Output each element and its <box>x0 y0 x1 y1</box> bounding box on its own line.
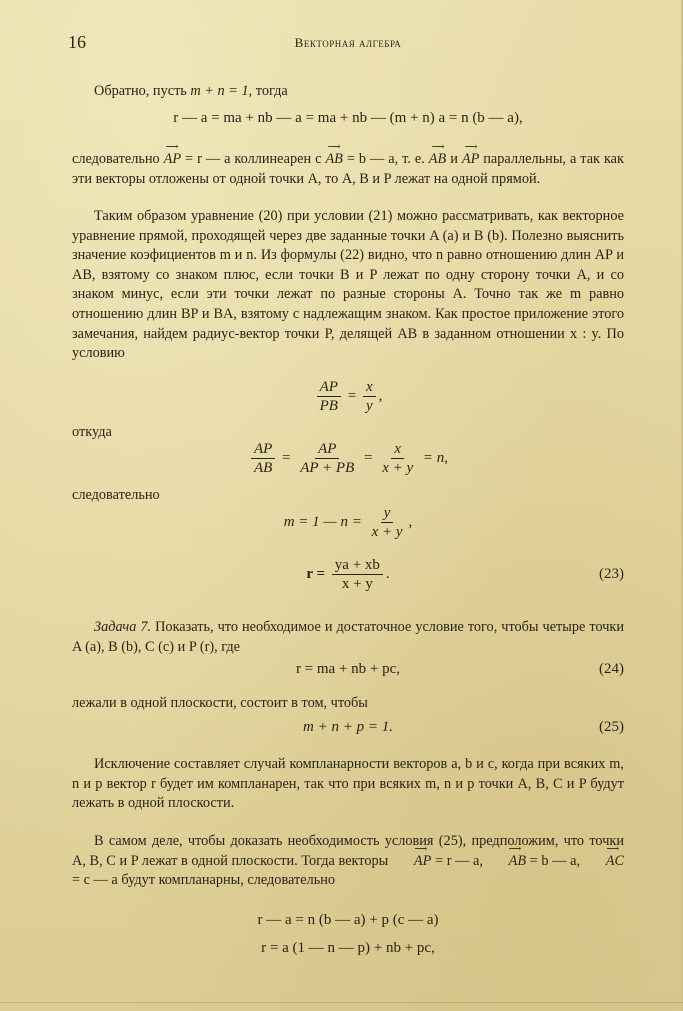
word-otkuda: откуда <box>72 424 112 440</box>
running-title: Векторная алгебра <box>294 35 402 50</box>
equation-ratio: $\frac{AP}{PB}$ = $\frac{x}{y}$ , <box>72 378 624 415</box>
vector-ab: ⟶ AB <box>487 852 526 872</box>
paragraph-4: лежали в одной плоскости, состоит в том, чтобы <box>72 695 368 711</box>
equation-1: r — a = ma + nb — a = ma + nb — (m + n) a = n (b — a), <box>173 110 523 126</box>
equation-24: r = ma + nb + pc, (24) <box>295 661 624 677</box>
paragraph-1: Обратно, пусть m + n = 1, тогда <box>94 83 288 99</box>
vector-ap: ⟶ AP <box>462 150 479 170</box>
vector-ap: ⟶ AP <box>392 852 431 872</box>
paragraph-3: Таким образом уравнение (20) при условии (21) можно рассматривать, как векторное уравнение прямой, проходящей через две заданные точки A (a) и B (b). Полезно выяснить значение коэфициентов m и n. Из формулы (22) видно, что n равно отношению длин AP и AB, взятому со знаком плюс, если точки B и P лежат по одну сторону точки A, и со знаком минус, если эти точки лежат по разные стороны A. Точно так же m равно отношению длин BP и BA, взятому с надлежащим знаком. Как простое приложение этого замечания, найдем радиус-вектор точки P, делящей AB в заданном отношении x : y. По условию <box>72 208 624 362</box>
page-header <box>68 32 628 52</box>
paragraph-6: В самом деле, чтобы доказать необходимость условия (25), предположим, что точки A, B, C и P лежат в одной плоскости. Тогда векторы ⟶ AP = r — a, ⟶ AB = b — a, ⟶ AC = c — a будут компланарны, следовательно <box>72 832 624 891</box>
equation-number: (23) <box>599 566 624 582</box>
equation-23: r = $\frac{ya + xb}{x + y}$ . (23) <box>306 557 624 592</box>
equation-m: m = 1 — n = $\frac{y}{x + y}$ , <box>283 505 413 540</box>
vector-ab: ⟶ AB <box>325 150 342 170</box>
word-sledovatelno: следовательно <box>72 487 160 503</box>
page-bottom-shadow <box>0 1002 683 1003</box>
paragraph-2: следовательно ⟶ AP = r — a коллинеарен с ⟶ AB = b — a, т. е. ⟶ AB и ⟶ AP параллельны, а так как эти векторы отложены от одной точки A, то A, B и P лежат на одной прямой. <box>72 150 624 189</box>
equation-8: r — a = n (b — a) + p (c — a) <box>257 912 439 928</box>
vector-ap: ⟶ AP <box>164 150 181 170</box>
equation-n: $\frac{AP}{AB}$ = $\frac{AP}{AP + PB}$ = $\frac{x}{x + y}$ = n, <box>72 440 624 477</box>
equation-25: m + n + p = 1. (25) <box>303 719 624 735</box>
task-label: Задача 7. <box>94 619 152 635</box>
page-number: 16 <box>68 32 86 52</box>
equation-9: r = a (1 — n — p) + nb + pc, <box>261 940 435 956</box>
paragraph-5: Исключение составляет случай компланарности векторов a, b и c, когда при всяких m, n и p вектор r будет им компланарен, так что при всяких m, n и p точки A, B, C и P будут лежать в одной плоскости. <box>72 756 624 812</box>
task-7: Задача 7. Показать, что необходимое и достаточное условие того, чтобы четыре точки A (a), B (b), C (c) и P (r), где <box>72 619 625 655</box>
equation-number: (24) <box>599 661 624 677</box>
vector-ab: ⟶ AB <box>429 150 446 170</box>
equation-number: (25) <box>599 719 624 735</box>
vector-ac: ⟶ AC <box>584 852 624 872</box>
